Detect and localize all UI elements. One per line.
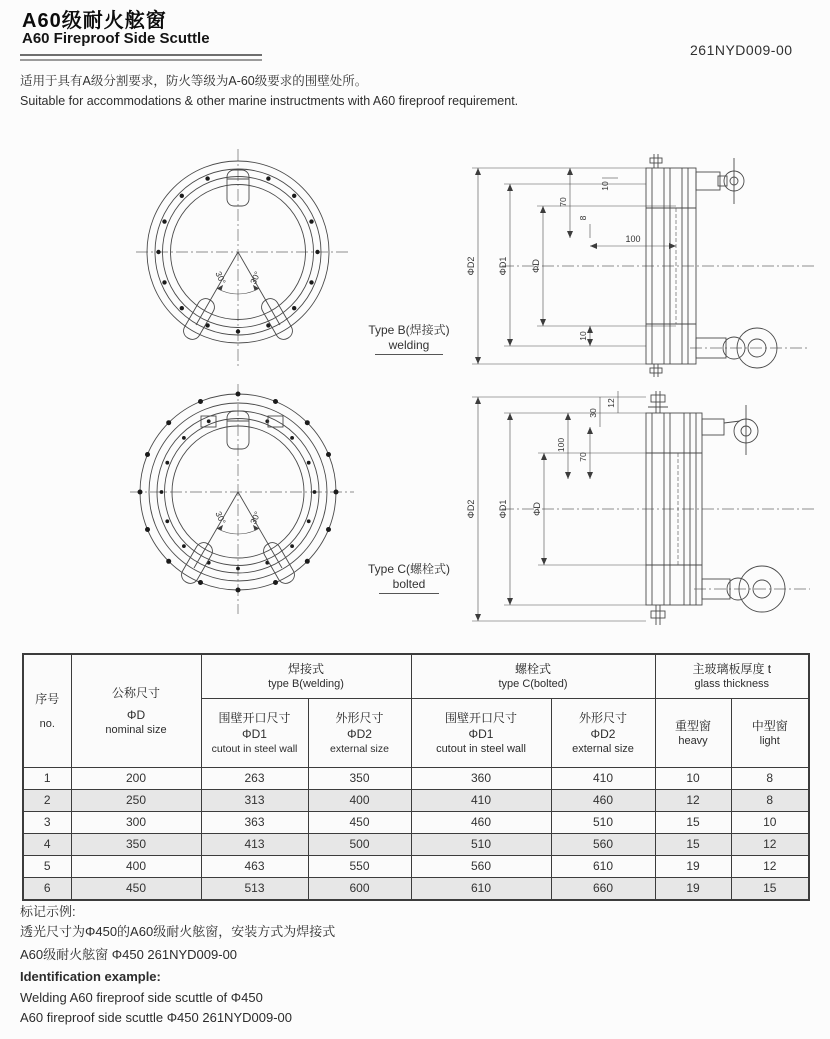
cell-b-d1: 413 (201, 833, 308, 855)
dim-label-d2: ΦD2 (466, 499, 476, 519)
header-b-external: 外形尺寸 ΦD2 external size (308, 698, 411, 767)
swing-eye-assembly (694, 566, 810, 612)
cell-c-d1: 460 (411, 811, 551, 833)
caption-type-c-line1: Type C(螺栓式) (367, 562, 450, 576)
header-type-c-group: 螺栓式 type C(bolted) (411, 654, 655, 698)
cell-b-d1: 313 (201, 789, 308, 811)
cell-c-d1: 510 (411, 833, 551, 855)
cell-nominal: 250 (71, 789, 201, 811)
note-en-line2: A60 fireproof side scuttle Φ450 261NYD009-00 (20, 1010, 292, 1025)
angle-label-right: 30° (248, 509, 263, 526)
cell-b-d2: 450 (308, 811, 411, 833)
cell-heavy: 15 (655, 833, 731, 855)
cell-c-d1: 610 (411, 877, 551, 900)
header-nominal-size: 公称尺寸 ΦD nominal size (71, 654, 201, 767)
table-row (23, 833, 809, 855)
dim-label-70: 70 (558, 197, 568, 207)
cell-no: 6 (23, 877, 71, 900)
header-light: 中型窗 light (731, 698, 809, 767)
cell-no: 4 (23, 833, 71, 855)
page-title-en: A60 Fireproof Side Scuttle (22, 30, 210, 47)
title-underline (20, 54, 262, 61)
cell-b-d2: 350 (308, 767, 411, 789)
through-bolts (648, 391, 668, 625)
dim-label-12: 12 (606, 398, 616, 408)
caption-type-b-line2: welding (375, 338, 444, 355)
table-row (23, 811, 809, 833)
header-c-cutout: 围壁开口尺寸 ΦD1 cutout in steel wall (411, 698, 551, 767)
cell-no: 2 (23, 789, 71, 811)
cell-heavy: 12 (655, 789, 731, 811)
note-zh-title: 标记示例: (20, 904, 76, 919)
dim-label-d1: ΦD1 (498, 256, 508, 276)
front-view-type-b-drawing (133, 148, 351, 370)
cell-light: 8 (731, 789, 809, 811)
header-no: 序号 no. (23, 654, 71, 767)
eye-nut-assembly (690, 328, 808, 368)
angle-label-right: 30° (248, 269, 263, 286)
intro-text-zh: 适用于具有A级分割要求，防火等级为A-60级要求的围壁处所。 (20, 74, 368, 88)
spec-table (22, 653, 810, 901)
dim-label-d1: ΦD1 (498, 499, 508, 519)
angle-label-left: 30° (213, 509, 228, 526)
cell-no: 5 (23, 855, 71, 877)
cell-b-d1: 363 (201, 811, 308, 833)
note-en-line1: Welding A60 fireproof side scuttle of Φ450 (20, 990, 263, 1005)
note-en-title: Identification example: (20, 969, 161, 984)
cell-c-d1: 360 (411, 767, 551, 789)
cell-b-d2: 400 (308, 789, 411, 811)
cell-light: 12 (731, 833, 809, 855)
cell-b-d2: 600 (308, 877, 411, 900)
cell-light: 15 (731, 877, 809, 900)
dim-label-d: ΦD (532, 502, 542, 516)
header-type-b-group: 焊接式 type B(welding) (201, 654, 411, 698)
cell-heavy: 15 (655, 811, 731, 833)
note-zh-line1: 透光尺寸为Φ450的A60级耐火舷窗，安装方式为焊接式 (20, 924, 336, 939)
dim-label-d2: ΦD2 (466, 256, 476, 276)
header-c-external: 外形尺寸 ΦD2 external size (551, 698, 655, 767)
cell-nominal: 400 (71, 855, 201, 877)
cell-b-d1: 263 (201, 767, 308, 789)
cell-c-d2: 410 (551, 767, 655, 789)
cell-c-d2: 460 (551, 789, 655, 811)
dim-label-100: 100 (625, 234, 641, 244)
cell-heavy: 19 (655, 877, 731, 900)
cell-b-d2: 550 (308, 855, 411, 877)
angle-label-left: 30° (213, 269, 228, 286)
cell-c-d2: 510 (551, 811, 655, 833)
dim-label-10-bottom: 10 (578, 331, 588, 341)
cell-no: 1 (23, 767, 71, 789)
header-glass-thickness-group: 主玻璃板厚度 t glass thickness (655, 654, 809, 698)
cell-c-d1: 410 (411, 789, 551, 811)
cross-section-type-b-drawing (450, 150, 828, 378)
cell-no: 3 (23, 811, 71, 833)
cell-nominal: 300 (71, 811, 201, 833)
cell-c-d2: 610 (551, 855, 655, 877)
document-number: 261NYD009-00 (690, 42, 793, 58)
cross-section-type-c-drawing (450, 383, 828, 631)
table-row (23, 877, 809, 900)
intro-text-en: Suitable for accommodations & other marine instructments with A60 fireproof requirement. (20, 94, 519, 108)
cell-b-d1: 513 (201, 877, 308, 900)
hinge-assembly (696, 158, 744, 204)
cell-b-d1: 463 (201, 855, 308, 877)
cell-nominal: 200 (71, 767, 201, 789)
cell-nominal: 350 (71, 833, 201, 855)
cell-nominal: 450 (71, 877, 201, 900)
caption-type-c-line2: bolted (379, 577, 440, 594)
table-row (23, 789, 809, 811)
table-row (23, 855, 809, 877)
header-heavy: 重型窗 heavy (655, 698, 731, 767)
front-view-type-c-drawing (128, 383, 356, 615)
caption-type-b-line1: Type B(焊接式) (368, 323, 450, 337)
dim-label-100: 100 (556, 437, 566, 453)
cell-c-d2: 660 (551, 877, 655, 900)
hinge-assembly (702, 405, 758, 455)
dim-label-8: 8 (578, 215, 588, 221)
cell-b-d2: 500 (308, 833, 411, 855)
dim-label-70: 70 (578, 452, 588, 462)
table-row (23, 767, 809, 789)
dim-label-30: 30 (588, 408, 598, 418)
cell-heavy: 10 (655, 767, 731, 789)
cell-c-d1: 560 (411, 855, 551, 877)
cell-light: 8 (731, 767, 809, 789)
dim-label-10-top: 10 (600, 181, 610, 191)
dim-label-d: ΦD (531, 259, 541, 273)
header-b-cutout: 围壁开口尺寸 ΦD1 cutout in steel wall (201, 698, 308, 767)
cell-light: 12 (731, 855, 809, 877)
cell-c-d2: 560 (551, 833, 655, 855)
cell-heavy: 19 (655, 855, 731, 877)
page-title-zh: A60级耐火舷窗 (22, 10, 167, 32)
cell-light: 10 (731, 811, 809, 833)
note-zh-line2: A60级耐火舷窗 Φ450 261NYD009-00 (20, 947, 238, 962)
